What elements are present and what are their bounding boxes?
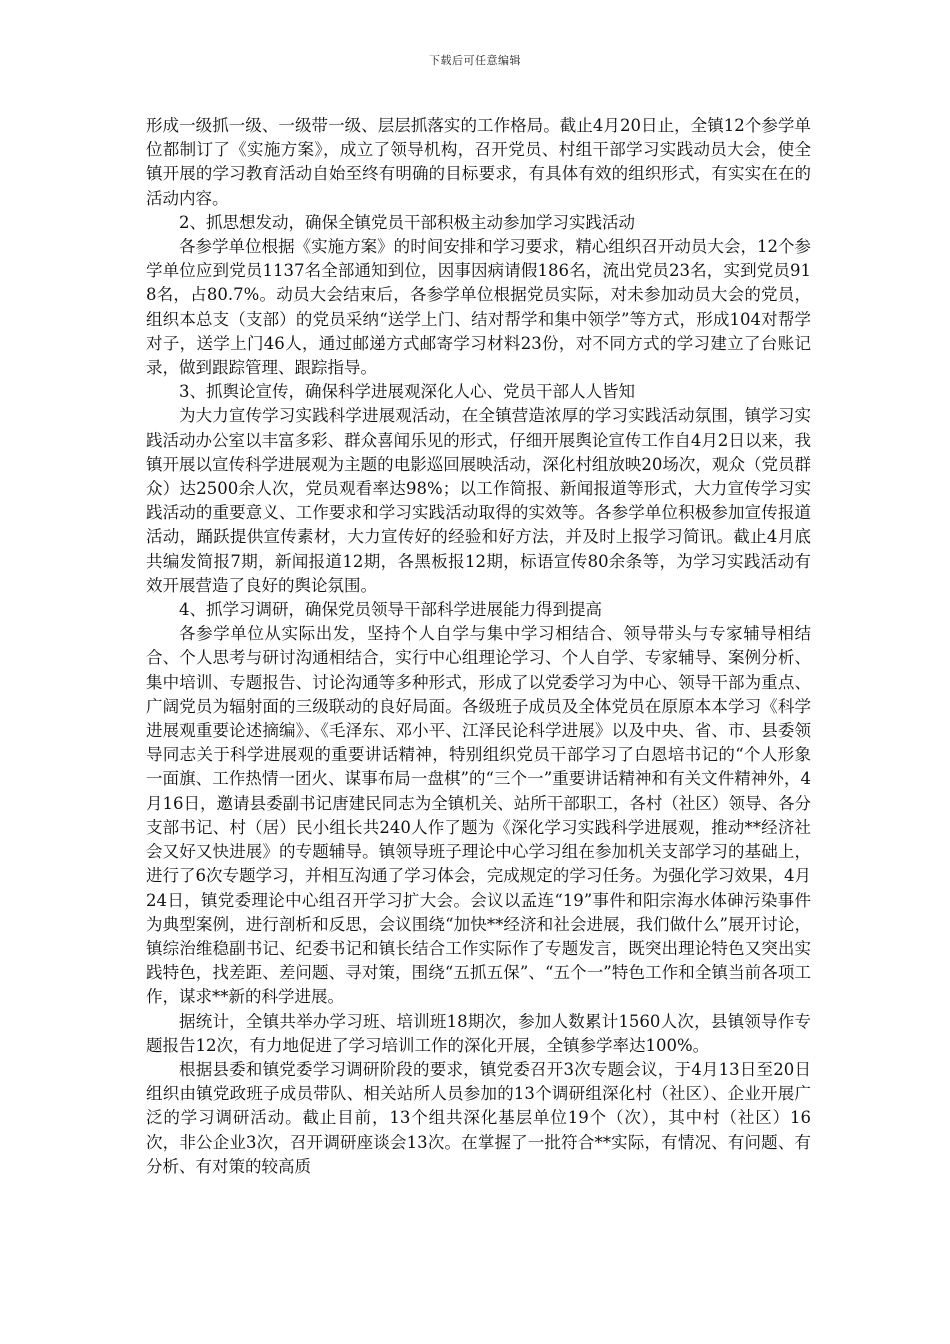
page-header-note: 下载后可任意编辑 — [429, 54, 521, 67]
paragraph-3: 各参学单位根据《实施方案》的时间安排和学习要求，精心组织召开动员大会，12个参学单位应到党员1137名全部通知到位，因事因病请假186名，流出党员23名，实到党员918名，占80.7%。动员大会结束后，各参学单位根据党员实际，对未参加动员大会的党员，组织本总支（支部）的党员采纳“送学上门、结对帮学和集中领学”等方式，形成104对帮学对子，送学上门46人，通过邮递方式邮寄学习材料23份，对不同方式的学习建立了台账记录，做到跟踪管理、跟踪指导。 — [146, 237, 811, 378]
paragraph-9: 根据县委和镇党委学习调研阶段的要求，镇党委召开3次专题会议，于4月13日至20日组织由镇党政班子成员带队、相关站所人员参加的13个调研组深化村（社区）、企业开展广泛的学习调研活动。截止目前，13个组共深化基层单位19个（次），其中村（社区）16次，非公企业3次，召开调研座谈会13次。在掌握了一批符合**实际，有情况、有问题、有分析、有对策的较高质 — [146, 1059, 811, 1176]
section-heading-4: 4、抓学习调研，确保党员领导干部科学进展能力得到提高 — [179, 600, 602, 620]
paragraph-1: 形成一级抓一级、一级带一级、层层抓落实的工作格局。截止4月20日止，全镇12个参学单位都制订了《实施方案》，成立了领导机构，召开党员、村组干部学习实践动员大会，使全镇开展的学习教育活动自始至终有明确的目标要求，有具体有效的组织形式，有实实在在的活动内容。 — [146, 116, 811, 208]
document-body — [146, 114, 811, 1179]
section-heading-2: 2、抓思想发动，确保全镇党员干部积极主动参加学习实践活动 — [179, 212, 635, 232]
paragraph-7: 各参学单位从实际出发，坚持个人自学与集中学习相结合、领导带头与专家辅导相结合、个人思考与研讨沟通相结合，实行中心组理论学习、个人自学、专家辅导、案例分析、集中培训、专题报告、讨论沟通等多种形式，形成了以党委学习为中心、领导干部为重点、广阔党员为辐射面的三级联动的良好局面。各级班子成员及全体党员在原原本本学习《科学进展观重要论述摘编》、《毛泽东、邓小平、江泽民论科学进展》以及中央、省、市、县委领导同志关于科学进展观的重要讲话精神，特别组织党员干部学习了白恩培书记的“个人形象一面旗、工作热情一团火、谋事布局一盘棋”的“三个一”重要讲话精神和有关文件精神外，4月16日，邀请县委副书记唐建民同志为全镇机关、站所干部职工，各村（社区）领导、各分支部书记、村（居）民小组长共240人作了题为《深化学习实践科学进展观，推动**经济社会又好又快进展》的专题辅导。镇领导班子理论中心学习组在参加机关支部学习的基础上，进行了6次专题学习，并相互沟通了学习体会，完成规定的学习任务。为强化学习效果，4月24日，镇党委理论中心组召开学习扩大会。会议以孟连“19”事件和阳宗海水体砷污染事件为典型案例，进行剖析和反思，会议围绕“加快**经济和社会进展，我们做什么”展开讨论，镇综治维稳副书记、纪委书记和镇长结合工作实际作了专题发言，既突出理论特色又突出实践特色，找差距、差问题、寻对策，围绕“五抓五保”、“五个一”特色工作和全镇当前各项工作，谋求**新的科学进展。 — [146, 624, 811, 1007]
section-heading-3: 3、抓舆论宣传，确保科学进展观深化人心、党员干部人人皆知 — [179, 382, 635, 402]
paragraph-5: 为大力宣传学习实践科学进展观活动，在全镇营造浓厚的学习实践活动氛围，镇学习实践活动办公室以丰富多彩、群众喜闻乐见的形式，仔细开展舆论宣传工作自4月2日以来，我镇开展以宣传科学进展观为主题的电影巡回展映活动，深化村组放映20场次，观众（党员群众）达2500余人次，党员观看率达98%；以工作简报、新闻报道等形式，大力宣传学习实践活动的重要意义、工作要求和学习实践活动取得的实效等。各参学单位积极参加宣传报道活动，踊跃提供宣传素材，大力宣传好的经验和好方法，并及时上报学习简讯。截止4月底共编发简报7期，新闻报道12期，各黑板报12期，标语宣传80余条等，为学习实践活动有效开展营造了良好的舆论氛围。 — [146, 406, 811, 595]
paragraph-8: 据统计，全镇共举办学习班、培训班18期次，参加人数累计1560人次，县镇领导作专题报告12次，有力地促进了学习培训工作的深化开展，全镇参学率达100%。 — [146, 1011, 811, 1055]
